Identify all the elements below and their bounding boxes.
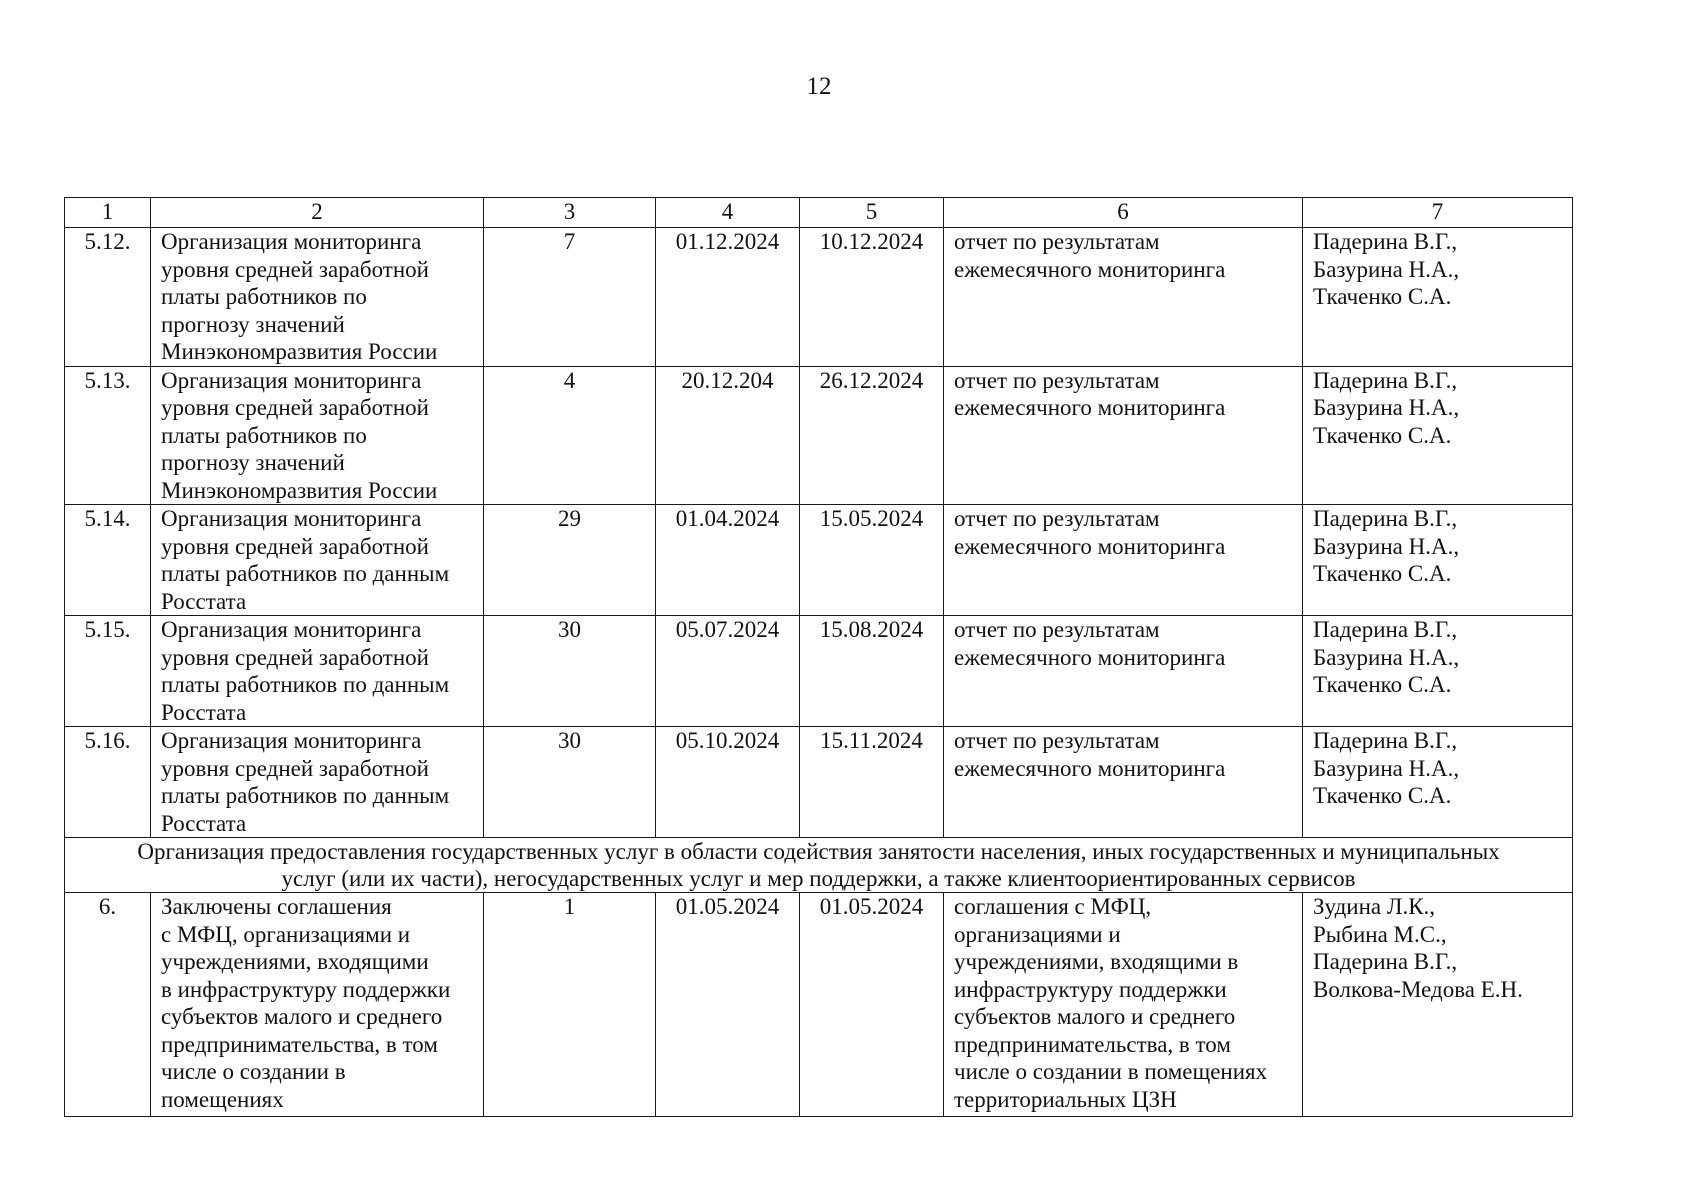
start-date: 20.12.204 [656, 366, 800, 505]
result-description [944, 228, 1303, 367]
result-description-line: инфраструктуру поддержки [954, 976, 1227, 1002]
section-heading-line: Организация предоставления государственных услуг в области содействия занятости населения, иных государственных и муниципальных [137, 839, 1500, 864]
quantity: 7 [484, 228, 656, 367]
responsible-persons [1303, 505, 1573, 616]
task-description-line: Росстата [161, 699, 247, 725]
result-description [944, 893, 1303, 1117]
table-row [65, 616, 1573, 727]
end-date: 15.08.2024 [800, 616, 944, 727]
item-number: 5.13. [65, 366, 151, 505]
end-date: 15.11.2024 [800, 727, 944, 838]
responsible-persons [1303, 893, 1573, 1117]
responsible-persons-line: Ткаченко С.А. [1313, 284, 1452, 309]
task-description-line: в инфраструктуру поддержки [161, 976, 451, 1002]
result-description [944, 616, 1303, 727]
responsible-persons-line: Базурина Н.А., [1313, 533, 1460, 559]
table-row [65, 893, 1573, 1117]
end-date: 15.05.2024 [800, 505, 944, 616]
responsible-persons-line: Базурина Н.А., [1313, 755, 1460, 781]
task-description-line: Организация мониторинга [161, 728, 422, 753]
task-description [151, 727, 484, 838]
column-number: 7 [1303, 198, 1573, 228]
column-number: 4 [656, 198, 800, 228]
result-description [944, 727, 1303, 838]
responsible-persons-line: Падерина В.Г., [1313, 728, 1458, 753]
start-date: 01.05.2024 [656, 893, 800, 1117]
task-description [151, 616, 484, 727]
result-description-line: ежемесячного мониторинга [954, 256, 1226, 282]
result-description-line: предпринимательства, в том [954, 1031, 1231, 1057]
responsible-persons [1303, 228, 1573, 367]
responsible-persons-line: Падерина В.Г., [1313, 506, 1458, 531]
table-row [65, 366, 1573, 505]
task-description-line: Организация мониторинга [161, 506, 422, 531]
task-description-line: Организация мониторинга [161, 229, 422, 254]
responsible-persons-line: Ткаченко С.А. [1313, 783, 1452, 808]
task-description-line: платы работников по [161, 284, 367, 309]
task-description-line: с МФЦ, организациями и [161, 921, 411, 947]
page-number: 12 [806, 73, 832, 100]
task-description-line: Минэкономразвития России [161, 477, 438, 503]
task-description-line: Росстата [161, 588, 247, 614]
responsible-persons-line: Падерина В.Г., [1313, 229, 1458, 254]
responsible-persons-line: Падерина В.Г., [1313, 949, 1458, 974]
table-row [65, 228, 1573, 367]
result-description-line: соглашения с МФЦ, [954, 894, 1152, 919]
column-number: 1 [65, 198, 151, 228]
task-description-line: прогнозу значений [161, 450, 345, 475]
table-row [65, 505, 1573, 616]
start-date: 05.07.2024 [656, 616, 800, 727]
result-description-line: отчет по результатам [954, 728, 1160, 753]
responsible-persons-line: Падерина В.Г., [1313, 617, 1458, 642]
result-description-line: числе о создании в помещениях [954, 1059, 1268, 1084]
task-description-line: Организация мониторинга [161, 617, 422, 642]
result-description-line: ежемесячного мониторинга [954, 533, 1226, 559]
task-description-line: предпринимательства, в том [161, 1031, 438, 1057]
item-number: 5.12. [65, 228, 151, 367]
result-description-line: ежемесячного мониторинга [954, 755, 1226, 781]
start-date: 01.12.2024 [656, 228, 800, 367]
column-number: 5 [800, 198, 944, 228]
responsible-persons-line: Ткаченко С.А. [1313, 672, 1452, 697]
task-description-line: прогнозу значений [161, 311, 345, 337]
responsible-persons-line: Зудина Л.К., [1313, 894, 1436, 919]
task-description-line: учреждениями, входящими [161, 949, 429, 974]
column-number: 2 [151, 198, 484, 228]
responsible-persons-line: Волкова-Медова Е.Н. [1313, 976, 1523, 1002]
result-description-line: территориальных ЦЗН [954, 1086, 1177, 1112]
section-heading-line: услуг (или их части), негосударственных услуг и мер поддержки, а также клиентоориентированных сервисов [281, 866, 1356, 891]
result-description-line: ежемесячного мониторинга [954, 644, 1226, 670]
start-date: 05.10.2024 [656, 727, 800, 838]
quantity: 1 [484, 893, 656, 1117]
responsible-persons-line: Ткаченко С.А. [1313, 561, 1452, 586]
item-number: 5.14. [65, 505, 151, 616]
section-heading [65, 838, 1573, 893]
task-description [151, 893, 484, 1117]
item-number: 5.15. [65, 616, 151, 727]
result-description [944, 366, 1303, 505]
task-description-line: уровня средней заработной [161, 755, 429, 781]
task-description [151, 228, 484, 367]
start-date: 01.04.2024 [656, 505, 800, 616]
responsible-persons [1303, 727, 1573, 838]
result-description-line: отчет по результатам [954, 229, 1160, 254]
responsible-persons-line: Рыбина М.С., [1313, 921, 1447, 947]
end-date: 10.12.2024 [800, 228, 944, 367]
item-number: 5.16. [65, 727, 151, 838]
task-description-line: уровня средней заработной [161, 395, 429, 420]
result-description-line: учреждениями, входящими в [954, 949, 1239, 974]
responsible-persons-line: Ткаченко С.А. [1313, 422, 1452, 448]
end-date: 26.12.2024 [800, 366, 944, 505]
task-description-line: Росстата [161, 810, 247, 836]
responsible-persons-line: Падерина В.Г., [1313, 367, 1458, 393]
task-description-line: платы работников по данным [161, 672, 450, 697]
responsible-persons-line: Базурина Н.А., [1313, 644, 1460, 670]
responsible-persons [1303, 366, 1573, 505]
task-description [151, 366, 484, 505]
task-description-line: платы работников по данным [161, 783, 450, 808]
task-description-line: Минэкономразвития России [161, 339, 438, 364]
responsible-persons [1303, 616, 1573, 727]
section-row [65, 838, 1573, 893]
task-description-line: помещениях [161, 1086, 284, 1112]
plan-table [64, 197, 1573, 1117]
task-description-line: платы работников по [161, 422, 367, 448]
column-number: 6 [944, 198, 1303, 228]
task-description-line: уровня средней заработной [161, 533, 429, 559]
task-description-line: уровня средней заработной [161, 256, 429, 282]
quantity: 30 [484, 727, 656, 838]
quantity: 30 [484, 616, 656, 727]
result-description-line: отчет по результатам [954, 506, 1160, 531]
task-description-line: уровня средней заработной [161, 644, 429, 670]
table-row [65, 727, 1573, 838]
responsible-persons-line: Базурина Н.А., [1313, 256, 1460, 282]
task-description-line: Заключены соглашения [161, 894, 392, 919]
result-description [944, 505, 1303, 616]
result-description-line: отчет по результатам [954, 367, 1160, 393]
result-description-line: отчет по результатам [954, 617, 1160, 642]
quantity: 4 [484, 366, 656, 505]
task-description [151, 505, 484, 616]
responsible-persons-line: Базурина Н.А., [1313, 395, 1460, 420]
task-description-line: числе о создании в [161, 1059, 346, 1084]
task-description-line: Организация мониторинга [161, 367, 422, 393]
result-description-line: субъектов малого и среднего [954, 1004, 1236, 1029]
column-number: 3 [484, 198, 656, 228]
item-number: 6. [65, 893, 151, 1117]
end-date: 01.05.2024 [800, 893, 944, 1117]
result-description-line: ежемесячного мониторинга [954, 395, 1226, 420]
task-description-line: платы работников по данным [161, 561, 450, 586]
task-description-line: субъектов малого и среднего [161, 1004, 443, 1029]
result-description-line: организациями и [954, 921, 1121, 947]
quantity: 29 [484, 505, 656, 616]
column-number-row [65, 198, 1573, 228]
